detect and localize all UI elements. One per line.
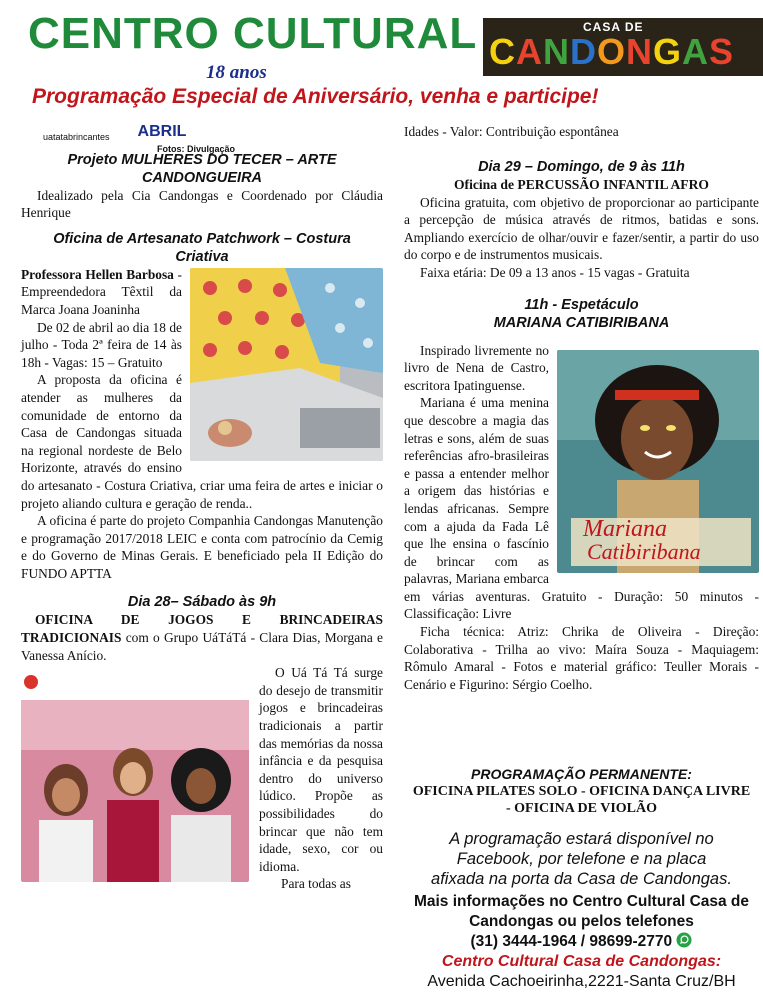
venue-name: Centro Cultural Casa de Candongas: [441, 953, 722, 970]
logo-letter: A [516, 31, 543, 72]
day28-subtitle [21, 611, 383, 664]
phone-line [404, 932, 759, 952]
day28-group: com o Grupo UáTáTá - Clara Dias, Morgana e Vanessa Anício. [21, 630, 383, 663]
logo-small-text: CASA DE [583, 20, 644, 34]
group-photo: uatatabrincantes Fotos: Divulgação [21, 670, 249, 882]
teacher-role: - Empreendedora Têxtil da Marca Joana Joaninha [21, 266, 182, 317]
workshop-support: A oficina é parte do projeto Companhia Candongas Manutenção e programação 2017/2018 LEIC e conta com patrocínio da Cemig e do Governo de Minas Gerais. E beneficiado pela II Edição do FUNDO APTTA [21, 513, 383, 581]
logo-wordmark [489, 32, 734, 72]
day29-heading: Dia 29 – Domingo, de 9 às 11h [478, 158, 685, 175]
show-poster [557, 350, 759, 573]
show-title: MARIANA CATIBIRIBANA [493, 314, 670, 331]
day28-heading: Dia 28– Sábado às 9h [127, 594, 277, 611]
day29-subtitle: Oficina de PERCUSSÃO INFANTIL AFRO [453, 176, 710, 192]
poster-title-line2: Catibiribana [587, 538, 701, 564]
patchwork-photo [190, 268, 383, 461]
project-description: Idealizado pela Cia Candongas e Coordenado por Cláudia Henrique [21, 187, 383, 221]
workshop-title: Oficina de Artesanato Patchwork – Costura Criativa [53, 230, 351, 265]
show-inspiration: Inspirado livremente no livro de Nena de Castro, escritora Ipatinguense. [404, 342, 549, 393]
more-info: Mais informações no Centro Cultural Casa de Candongas ou pelos telefones [413, 893, 750, 930]
day29-description: Oficina gratuita, com objetivo de proporcionar ao participante a percepção de música através de ritmos, batidas e sons. Ampliando exercício de olhar/ouvir e fazer/sentir, a partir do uso do corpo e de instrumentos musicais. [404, 194, 759, 263]
right-column [404, 123, 759, 693]
poster-title-line1: Mariana [583, 515, 667, 542]
instagram-avatar-icon [24, 675, 38, 689]
teacher-name: Professora Hellen Barbosa [21, 266, 174, 282]
logo-letter: A [682, 31, 710, 72]
workshop-purpose: A proposta da oficina é atender as mulheres da comunidade de entorno da Casa de Candongas situada na regional nordeste de Belo Horizonte, através do ensino do artesanato - Costura Criativa, criar uma feira de artes e iniciar o projeto aliando cultura e geração de renda.. [21, 372, 383, 511]
info-text: A programação estará disponível no Facebook, por telefone e na placa afixada na porta da Casa de Candongas. [431, 830, 732, 888]
permanent-heading: PROGRAMAÇÃO PERMANENTE: [471, 766, 692, 782]
permanent-list: OFICINA PILATES SOLO - OFICINA DANÇA LIVRE - OFICINA DE VIOLÃO [412, 784, 751, 816]
show-time: 11h - Espetáculo [524, 296, 639, 313]
day28-description-end: Para todas as [281, 876, 351, 892]
month-heading: ABRIL [137, 123, 187, 140]
phone-numbers: (31) 3444-1964 / 98699-2770 [470, 933, 673, 950]
casa-de-candongas-logo [483, 18, 763, 76]
logo-letter: C [489, 31, 516, 72]
logo-letter: O [597, 31, 627, 72]
contact-block [404, 829, 759, 992]
logo-letter: D [570, 31, 597, 72]
day28-description: O Uá Tá Tá surge do desejo de transmitir jogos e brincadeiras tradicionais a partir das memórias da nossa infância e da pesquisa dentro do universo lúdico. Propõe as possibilidades do brincar que não tem idade, sexo, cor ou idioma. [259, 665, 383, 874]
project-title: Projeto MULHERES DO TECER – ARTE CANDONGUEIRA [67, 151, 337, 186]
day29-age-range: Faixa etária: De 09 a 13 anos - 15 vagas - Gratuita [420, 264, 690, 280]
workshop-dates: De 02 de abril ao dia 18 de julho - Toda 2ª feira de 14 às 18h - Vagas: 15 – Gratuito [21, 319, 182, 370]
show-float-block [404, 342, 759, 624]
day28-workshop-name: OFICINA DE JOGOS E BRINCADEIRAS TRADICIONAIS [21, 612, 383, 646]
anniversary-label: 18 anos [206, 62, 267, 83]
venue-address: Avenida Cachoeirinha,2221-Santa Cruz/BH [427, 973, 736, 990]
logo-letter: N [626, 31, 654, 72]
logo-letter: S [709, 31, 735, 72]
logo-letter: G [653, 31, 683, 72]
left-column [21, 123, 383, 893]
logo-letter: N [543, 31, 570, 72]
show-synopsis: Mariana é uma menina que descobre a magia das letras e sons, além de suas referências afro-brasileiras e passa a entender melhor a origem das histórias e lendas africanas. Sempre com a ajuda da Fada Lê que lhe ensina o fascínio de brincar com as palavras, Mariana embarca em várias aventuras. Gratuito - Duração: 50 minutos - Classificação: Livre [404, 395, 759, 622]
ages-continued: Idades - Valor: Contribuição espontânea [404, 124, 619, 139]
workshop-float-block [21, 266, 383, 512]
page-subtitle: Programação Especial de Aniversário, venha e participe! [32, 85, 599, 108]
page-title: CENTRO CULTURAL [28, 9, 478, 58]
permanent-program [404, 765, 759, 817]
show-credits: Ficha técnica: Atriz: Chrika de Oliveira - Direção: Colaborativa - Trilha ao vivo: Maíra Souza - Maquiagem: Rômulo Amaral - Fotos e material gráfico: Teuller Morais - Cenário e Figurino: Sérgio Coelho. [404, 624, 759, 692]
whatsapp-icon [676, 932, 692, 948]
